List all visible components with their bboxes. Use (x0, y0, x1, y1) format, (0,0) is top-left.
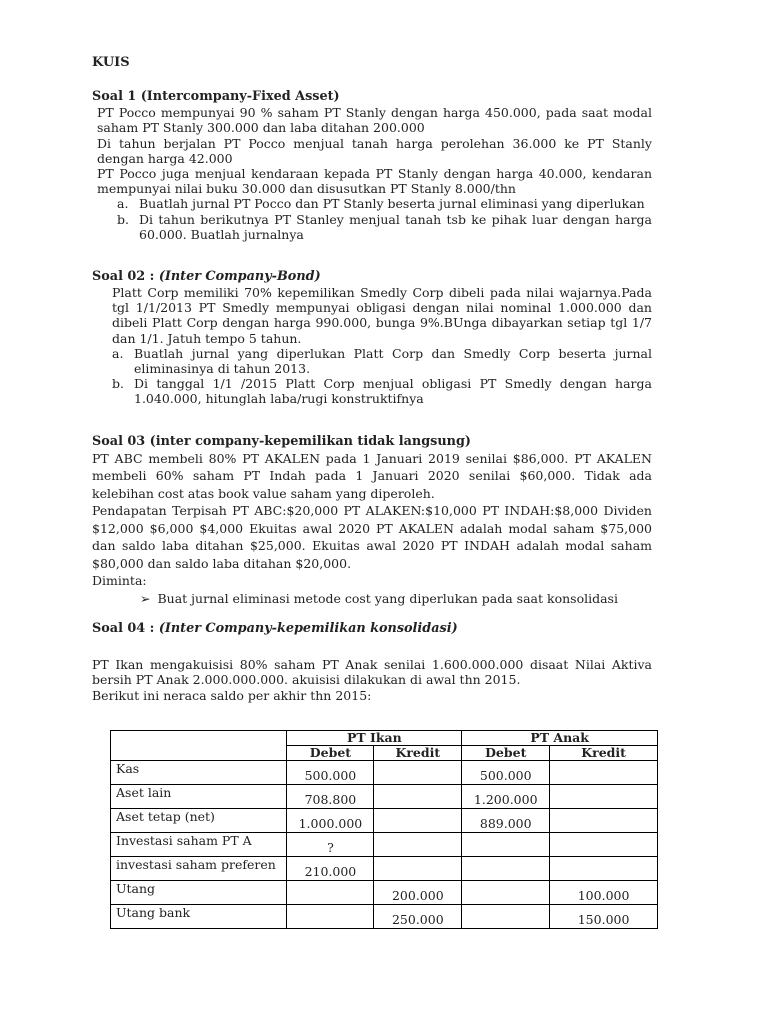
table-row (111, 785, 658, 809)
soal-3-bullet-text: Buat jurnal eliminasi metode cost yang diperlukan pada saat konsolidasi (157, 590, 618, 606)
group-header-pt-ikan: PT Ikan (287, 731, 462, 746)
table-cell (550, 761, 658, 785)
document-page (92, 55, 652, 703)
row-label: Aset tetap (net) (111, 809, 287, 833)
list-item-text: Buatlah jurnal PT Pocco dan PT Stanly beserta jurnal eliminasi yang diperlukan (139, 196, 645, 212)
table-row (111, 905, 658, 929)
soal-1-list (92, 196, 652, 242)
table-cell (550, 857, 658, 881)
soal-4-heading (92, 621, 652, 637)
soal-1-paragraph: PT Pocco juga menjual kendaraan kepada PT Stanly dengan harga 40.000, kendaran mempunyai nilai buku 30.000 dan disusutkan PT Stanly 8.000/thn (97, 166, 652, 197)
table-cell: 200.000 (374, 881, 462, 905)
table-cell: 210.000 (287, 857, 374, 881)
soal-4-heading-prefix: Soal 04 : (92, 621, 159, 637)
group-header-pt-anak: PT Anak (462, 731, 658, 746)
row-label: investasi saham preferen (111, 857, 287, 881)
table-cell (374, 833, 462, 857)
soal-1-paragraph: PT Pocco mempunyai 90 % saham PT Stanly dengan harga 450.000, pada saat modal saham PT Stanly 300.000 dan laba ditahan 200.000 (97, 105, 652, 136)
soal-4-paragraph: PT Ikan mengakuisisi 80% saham PT Anak senilai 1.600.000.000 disaat Nilai Aktiva bersih PT Anak 2.000.000.000. akuisisi dilakukan di awal thn 2015. (92, 657, 652, 688)
table-cell: 100.000 (550, 881, 658, 905)
list-item-text: Buatlah jurnal yang diperlukan Platt Corp dan Smedly Corp beserta jurnal eliminasinya di tahun 2013. (134, 345, 652, 377)
row-label: Investasi saham PT A (111, 833, 287, 857)
row-label: Aset lain (111, 785, 287, 809)
table-cell: 500.000 (287, 761, 374, 785)
list-item (92, 346, 652, 376)
list-item (92, 196, 652, 211)
table-cell: 1.200.000 (462, 785, 550, 809)
soal-2-paragraph: Platt Corp memiliki 70% kepemilikan Smedly Corp dibeli pada nilai wajarnya.Pada tgl 1/1/2013 PT Smedly mempunyai obligasi dengan nilai nominal 1.000.000 dan dibeli Platt Corp dengan harga 990.000, bunga 9%.BUnga dibayarkan setiap tgl 1/7 dan 1/1. Jatuh tempo 5 tahun. (112, 285, 652, 346)
table-cell: 150.000 (550, 905, 658, 929)
soal-3-bullet (92, 590, 652, 608)
table-row (111, 809, 658, 833)
soal-4-section (92, 621, 652, 703)
table-cell: 500.000 (462, 761, 550, 785)
table-cell (550, 809, 658, 833)
table-cell (462, 905, 550, 929)
soal-2-section (92, 269, 652, 407)
trial-balance-table (110, 730, 658, 929)
column-header-debet: Debet (287, 746, 374, 761)
table-cell (550, 785, 658, 809)
soal-2-heading-prefix: Soal 02 : (92, 269, 159, 285)
table-cell: 708.800 (287, 785, 374, 809)
soal-1-paragraph: Di tahun berjalan PT Pocco menjual tanah harga perolehan 36.000 ke PT Stanly dengan harga 42.000 (97, 135, 652, 166)
table-row (111, 761, 658, 785)
table-cell (462, 833, 550, 857)
column-header-kredit: Kredit (374, 746, 462, 761)
table-cell (462, 857, 550, 881)
column-header-debet: Debet (462, 746, 550, 761)
list-marker: a. (117, 196, 129, 212)
table-cell (374, 785, 462, 809)
table-cell (374, 857, 462, 881)
table-cell: 889.000 (462, 809, 550, 833)
soal-3-paragraph: PT ABC membeli 80% PT AKALEN pada 1 Januari 2019 senilai $86,000. PT AKALEN membeli 60% saham PT Indah pada 1 Januari 2020 senilai $60,000. Tidak ada kelebihan cost atas book value saham yang diperoleh. (92, 450, 652, 501)
list-marker: b. (112, 376, 124, 392)
list-item (92, 212, 652, 242)
soal-1-section (92, 89, 652, 242)
soal-2-heading-topic: (Inter Company-Bond) (158, 269, 321, 285)
arrow-bullet-icon: ➢ (140, 590, 151, 606)
soal-4-heading-topic: (Inter Company-kepemilikan konsolidasi) (158, 621, 458, 637)
list-item (92, 376, 652, 406)
list-marker: a. (112, 345, 124, 361)
list-marker: b. (117, 211, 129, 227)
table-group-header-row (111, 731, 658, 746)
table-row (111, 881, 658, 905)
list-item-text: Di tanggal 1/1 /2015 Platt Corp menjual obligasi PT Smedly dengan harga 1.040.000, hitunglah laba/rugi konstruktifnya (134, 376, 652, 407)
table-cell: 250.000 (374, 905, 462, 929)
soal-3-paragraph: Diminta: (92, 573, 147, 589)
soal-4-paragraph: Berikut ini neraca saldo per akhir thn 2015: (92, 687, 372, 703)
table-cell (287, 881, 374, 905)
soal-3-paragraph: Pendapatan Terpisah PT ABC:$20,000 PT ALAKEN:$10,000 PT INDAH:$8,000 Dividen $12,000 $6,000 $4,000 Ekuitas awal 2020 PT AKALEN adalah modal saham $75,000 dan saldo laba ditahan $25,000. Ekuitas awal 2020 PT INDAH adalah modal saham $80,000 dan saldo laba ditahan $20,000. (92, 503, 652, 571)
table-row (111, 833, 658, 857)
soal-1-heading: Soal 1 (Intercompany-Fixed Asset) (92, 89, 340, 105)
table-cell: ? (287, 833, 374, 857)
table-cell (374, 809, 462, 833)
column-header-kredit: Kredit (550, 746, 658, 761)
row-label: Kas (111, 761, 287, 785)
row-label: Utang bank (111, 905, 287, 929)
soal-2-heading (92, 269, 652, 285)
table-cell (287, 905, 374, 929)
document-title: KUIS (92, 55, 130, 70)
soal-3-heading: Soal 03 (inter company-kepemilikan tidak langsung) (92, 433, 471, 449)
table-cell (374, 761, 462, 785)
table-cell (462, 881, 550, 905)
table-cell: 1.000.000 (287, 809, 374, 833)
table-row (111, 857, 658, 881)
table-cell (550, 833, 658, 857)
table-corner-cell (111, 731, 287, 761)
soal-3-section (92, 434, 652, 608)
list-item-text: Di tahun berikutnya PT Stanley menjual tanah tsb ke pihak luar dengan harga 60.000. Buatlah jurnalnya (139, 211, 652, 242)
row-label: Utang (111, 881, 287, 905)
soal-2-list (92, 346, 652, 407)
